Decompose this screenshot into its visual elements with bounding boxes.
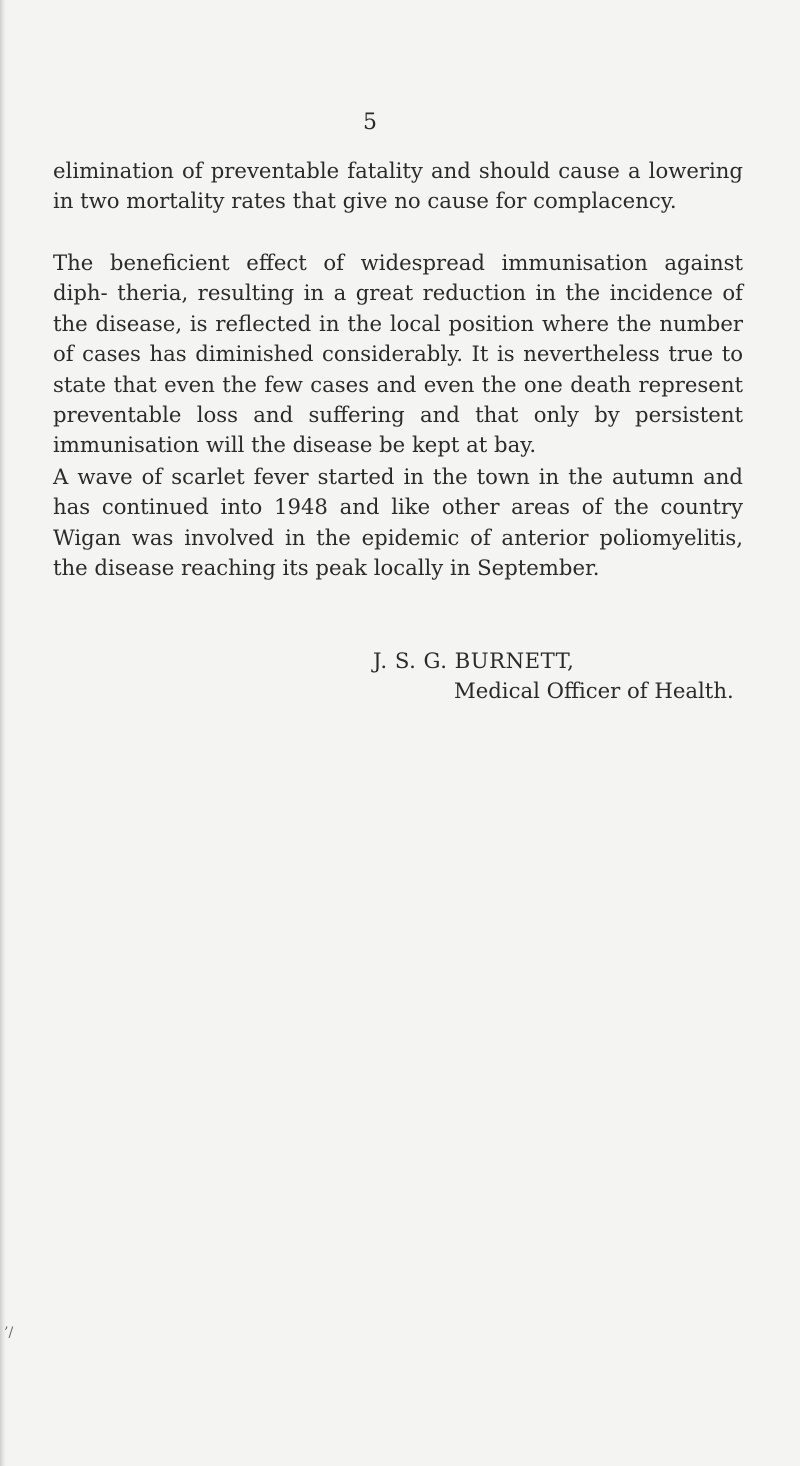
paragraph-scarlet-fever: A wave of scarlet fever started in the town in the autumn and has continued into 1948 and like other areas of the country Wigan was involved in the epidemic of anterior poliomyelitis, the disease reaching its peak locally in September. [53,464,743,581]
signature-name: J. S. G. BURNETT, [373,648,575,673]
page-number: 5 [363,110,377,135]
paragraph-elimination: elimination of preventable fatality and should cause a lowering in two mortality rates that give no cause for complacency. [53,158,743,214]
page-edge [0,0,6,1466]
signature-title: Medical Officer of Health. [454,678,734,703]
paragraph-diphtheria: The beneficient effect of widespread immunisation against diph- theria, resulting in a great reduction in the incidence of the disease, is reflected in the local position where the number of cases has diminished considerably. It is nevertheless true to state that even the few cases and even the one death represent preventable loss and suffering and that only by persistent immunisation will the disease be kept at bay. [53,250,743,458]
margin-mark: ’/ [4,1325,14,1341]
